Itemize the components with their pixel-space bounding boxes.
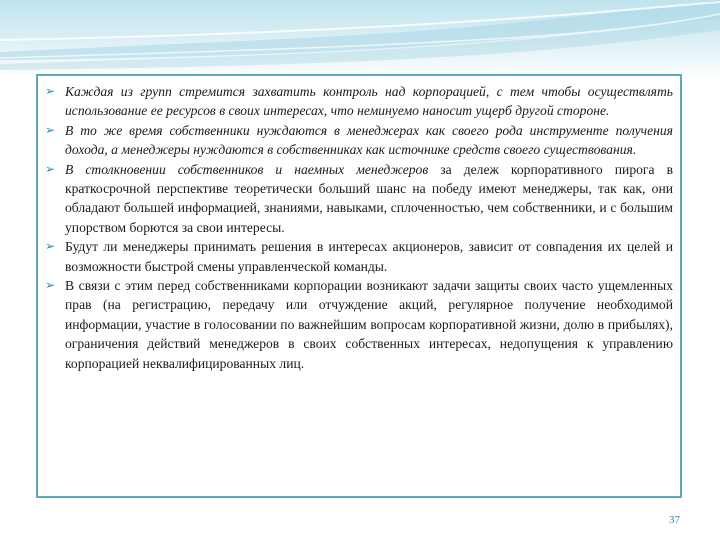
bullet-italic-text: В то же время собственники нуждаются в менеджерах как своего рода инструменте получения дохода, а менеджеры нуждаются в собственниках как источнике средств своего существования. — [65, 122, 673, 158]
header-wave-graphic — [0, 0, 720, 80]
header-decoration — [0, 0, 720, 80]
arrow-bullet-icon: ➢ — [45, 122, 56, 137]
list-item — [45, 276, 673, 373]
bullet-italic-text: Каждая из групп стремится захватить контроль над корпорацией, с тем чтобы осуществлять использование ее ресурсов в своих интересах, что неминуемо наносит ущерб другой стороне. — [65, 84, 673, 119]
page-number: 37 — [669, 514, 680, 526]
list-item — [45, 82, 673, 121]
list-item — [45, 237, 673, 276]
bullet-text: Будут ли менеджеры принимать решения в интересах акционеров, зависит от совпадения их целей и возможности быстрой смены управленческой команды. — [65, 239, 673, 274]
bullet-italic-text: В столкновении собственников и наемных менеджеров — [65, 161, 429, 177]
arrow-bullet-icon: ➢ — [45, 161, 56, 176]
list-item — [45, 121, 673, 160]
bullet-list — [45, 82, 673, 373]
list-item — [45, 160, 673, 238]
bullet-text: за дележ корпоративного пирога в краткосрочной перспективе теоретически больший шанс на победу имеют менеджеры, так как, они обладают большей информацией, знаниями, навыками, сплоченностью, чем собственники, и с большим упорством борются за свои интересы. — [65, 161, 673, 235]
bullet-text: В связи с этим перед собственниками корпорации возникают задачи защиты своих часто ущемленных прав (на регистрацию, передачу или отчуждение акций, регулярное получение необходимой информации, участие в голосовании по важнейшим вопросам корпоративной жизни, долю в прибылях), ограничения действий менеджеров в своих собственных интересах, недопущения к управлению корпорацией неквалифицированных лиц. — [65, 278, 673, 371]
arrow-bullet-icon: ➢ — [45, 84, 56, 98]
arrow-bullet-icon: ➢ — [45, 239, 56, 254]
arrow-bullet-icon: ➢ — [45, 278, 56, 293]
